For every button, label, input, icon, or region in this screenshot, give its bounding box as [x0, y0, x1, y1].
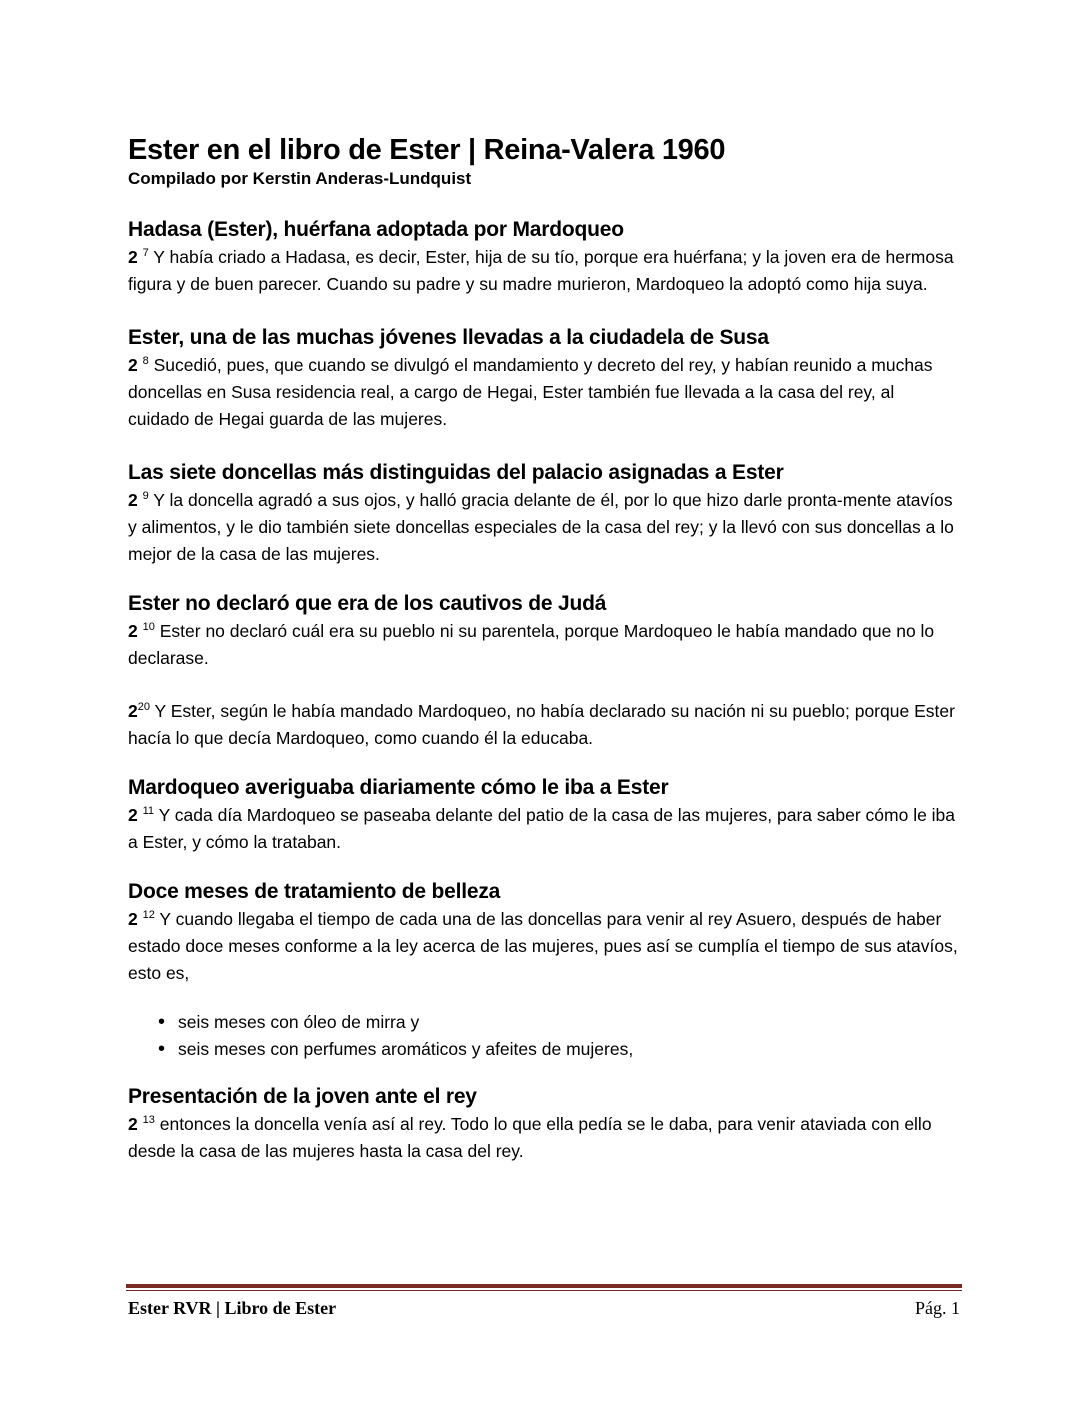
verse-number: 11: [142, 805, 155, 818]
chapter-number: 2: [128, 805, 138, 825]
section-heading: Hadasa (Ester), huérfana adoptada por Mardoqueo: [128, 218, 624, 241]
verse-paragraph: [128, 352, 958, 433]
verse-paragraph: [128, 1111, 958, 1165]
list-item: • seis meses con óleo de mirra y: [128, 1009, 958, 1036]
verse-number: 12: [142, 909, 155, 922]
section: [128, 216, 958, 298]
section-heading: Mardoqueo averiguaba diariamente cómo le iba a Ester: [128, 776, 669, 799]
page-number: Pág. 1: [915, 1298, 960, 1318]
verse-text: Y había criado a Hadasa, es decir, Ester, hija de su tío, porque era huérfana; y la joven era de hermosa figura y de buen parecer. Cuando su padre y su madre murieron, Mardoqueo la adoptó como hija suya.: [128, 247, 954, 294]
verse-text: entonces la doncella venía así al rey. Todo lo que ella pedía se le daba, para venir ataviada con ello desde la casa de las mujeres hasta la casa del rey.: [128, 1114, 932, 1161]
verse-paragraph: [128, 802, 958, 856]
verse-paragraph: [128, 487, 958, 568]
verse-paragraph: [128, 618, 958, 672]
chapter-number: 2: [128, 909, 138, 929]
section: [128, 1083, 958, 1165]
section-heading: Doce meses de tratamiento de belleza: [128, 880, 501, 903]
chapter-number: 2: [128, 355, 138, 375]
verse-paragraph: [128, 244, 958, 298]
verse-text: Y Ester, según le había mandado Mardoqueo, no había declarado su nación ni su pueblo; porque Ester hacía lo que decía Mardoqueo, como cuando él la educaba.: [128, 701, 955, 748]
verse-number: 13: [142, 1114, 155, 1127]
verse-paragraph: [128, 698, 958, 752]
verse-number: 10: [142, 621, 155, 634]
section: [128, 324, 958, 433]
verse-number: 20: [137, 701, 150, 714]
verse-text: Sucedió, pues, que cuando se divulgó el mandamiento y decreto del rey, y habían reunido a muchas doncellas en Susa residencia real, a cargo de Hegai, Ester también fue llevada a la casa del rey, al cuidado de Hegai guarda de las mujeres.: [128, 355, 933, 429]
verse-text: Y cuando llegaba el tiempo de cada una de las doncellas para venir al rey Asuero, después de haber estado doce meses conforme a la ley acerca de las mujeres, pues así se cumplía el tiempo de sus atavíos, esto es,: [128, 909, 958, 983]
chapter-number: 2: [128, 1114, 138, 1134]
footer-rule-thick: [126, 1284, 962, 1288]
chapter-number: 2: [128, 247, 138, 267]
verse-text: Y la doncella agradó a sus ojos, y halló gracia delante de él, por lo que hizo darle pronta-mente atavíos y alimentos, y le dio también siete doncellas especiales de la casa del rey; y la llevó con sus doncellas a lo mejor de la casa de las mujeres.: [128, 490, 954, 564]
list-item: • seis meses con perfumes aromáticos y afeites de mujeres,: [128, 1036, 958, 1063]
footer-rule-thin: [126, 1290, 962, 1291]
document-page: [128, 132, 958, 1191]
verse-number: 9: [142, 490, 149, 503]
verse-text: Y cada día Mardoqueo se paseaba delante del patio de la casa de las mujeres, para saber cómo le iba a Ester, y cómo la trataban.: [128, 805, 956, 852]
verse-number: 7: [142, 247, 149, 260]
section: [128, 459, 958, 568]
bullet-list: [128, 1009, 958, 1063]
section: [128, 590, 958, 752]
chapter-number: 2: [128, 621, 138, 641]
section-heading: Las siete doncellas más distinguidas del palacio asignadas a Ester: [128, 461, 784, 484]
document-subtitle: Compilado por Kerstin Anderas-Lundquist: [128, 169, 472, 188]
section: [128, 774, 958, 856]
verse-text: Ester no declaró cuál era su pueblo ni su parentela, porque Mardoqueo le había mandado que no lo declarase.: [128, 621, 935, 668]
section-heading: Presentación de la joven ante el rey: [128, 1085, 477, 1108]
chapter-number: 2: [128, 490, 138, 510]
footer-title: Ester RVR | Libro de Ester: [128, 1298, 337, 1318]
chapter-number: 2: [128, 701, 138, 721]
section-heading: Ester, una de las muchas jóvenes llevadas a la ciudadela de Susa: [128, 326, 769, 349]
footer-rule: [126, 1284, 962, 1291]
verse-number: 8: [142, 355, 149, 368]
verse-paragraph: [128, 906, 958, 987]
document-title: Ester en el libro de Ester | Reina-Valera 1960: [128, 134, 726, 166]
section: [128, 878, 958, 1063]
section-heading: Ester no declaró que era de los cautivos de Judá: [128, 592, 607, 615]
